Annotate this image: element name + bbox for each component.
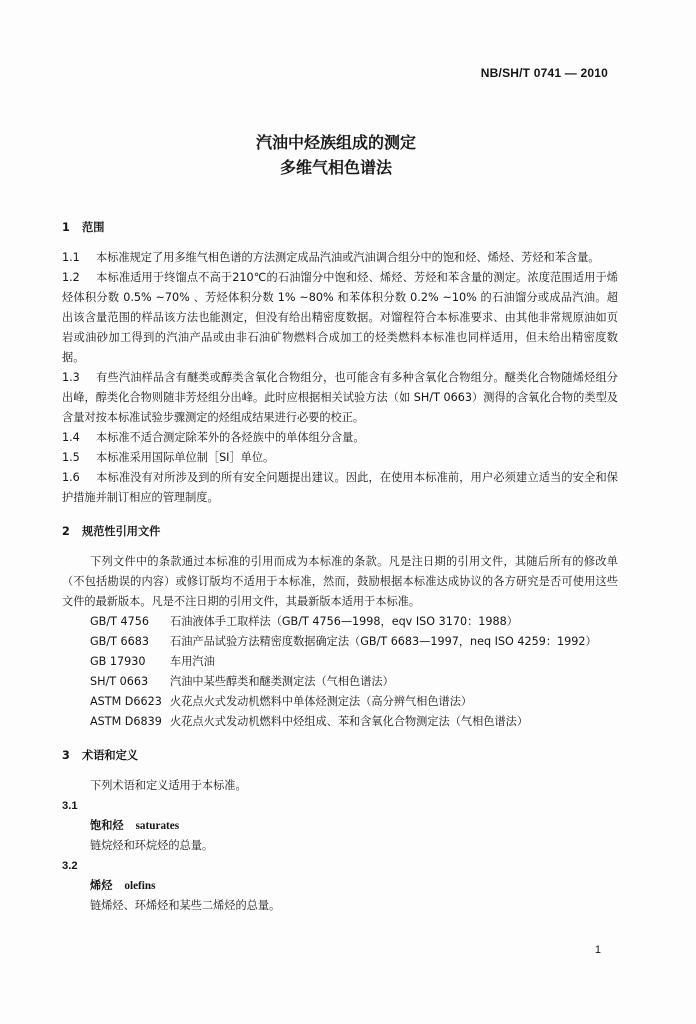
term-name: 饱和烃 saturates [90, 819, 180, 832]
reference-item: GB/T 4756 石油液体手工取样法（GB/T 4756—1998，eqv ISO 3170：1988） [90, 615, 518, 628]
term-definition: 链烯烃、环烯烃和某些二烯烃的总量。 [90, 899, 281, 912]
clause-1-2: 1.2 本标准适用于终馏点不高于210℃的石油馏分中饱和烃、烯烃、芳烃和苯含量的测定。浓度范围适用于烯烃体积分数 0.5% ~70% 、芳烃体积分数 1% ~80% 和苯体积分数 0.2% ~10% 的石油馏分或成品汽油。超出该含量范围的样品该方法也能测定，但没有给出精密度数据。对馏程符合本标准要求、由其他非常规原油如页岩或油砂加工得到的汽油产品或由非石油矿物燃料合成加工的烃类燃料本标准也同样适用，但未给出精密度数据。 [62, 271, 618, 364]
clause-1-1: 1.1 本标准规定了用多维气相色谱的方法测定成品汽油或汽油调合组分中的饱和烃、烯烃、芳烃和苯含量。 [62, 251, 600, 264]
section-number: 2 [62, 525, 70, 538]
section-2-heading [62, 522, 618, 542]
reference-item: GB 17930 车用汽油 [90, 655, 215, 668]
document-body [62, 212, 618, 916]
title-line-2: 多维气相色谱法 [279, 158, 392, 177]
term-number: 3.1 [62, 800, 78, 812]
section-3-heading [62, 746, 618, 766]
page-number: 1 [594, 944, 601, 956]
section-2-intro: 下列文件中的条款通过本标准的引用而成为本标准的条款。凡是注日期的引用文件，其随后所有的修改单（不包括勘误的内容）或修订版均不适用于本标准，然而，鼓励根据本标准达成协议的各方研究是否可使用这些文件的最新版本。凡是不注日期的引用文件，其最新版本适用于本标准。 [62, 555, 618, 608]
reference-item: ASTM D6623 火花点火式发动机燃料中单体烃测定法（高分辨气相色谱法） [90, 695, 473, 708]
section-number: 3 [62, 749, 70, 762]
clause-1-3: 1.3 有些汽油样品含有醚类或醇类含氧化合物组分，也可能含有多种含氧化合物组分。醚类化合物随烯烃组分出峰，醇类化合物则随非芳烃组分出峰。此时应根据相关试验方法（如 SH/T 0663）测得的含氧化合物的类型及含量对按本标准试验步骤测定的烃组成结果进行必要的校正。 [62, 371, 618, 424]
title-line-1: 汽油中烃族组成的测定 [255, 133, 416, 152]
clause-1-6: 1.6 本标准没有对所涉及到的所有安全问题提出建议。因此，在使用本标准前，用户必须建立适当的安全和保护措施并制订相应的管理制度。 [62, 471, 618, 504]
term-number: 3.2 [62, 860, 78, 872]
reference-item: ASTM D6839 火花点火式发动机燃料中烃组成、苯和含氧化合物测定法（气相色谱法） [90, 715, 529, 728]
reference-item: GB/T 6683 石油产品试验方法精密度数据确定法（GB/T 6683—1997，neq ISO 4259：1992） [90, 635, 597, 648]
standard-code: NB/SH/T 0741 — 2010 [480, 66, 608, 80]
clause-1-4: 1.4 本标准不适合测定除苯外的各烃族中的单体组分含量。 [62, 431, 365, 444]
clause-1-5: 1.5 本标准采用国际单位制［SI］单位。 [62, 451, 275, 464]
section-3-intro: 下列术语和定义适用于本标准。 [90, 779, 247, 792]
term-definition: 链烷烃和环烷烃的总量。 [90, 839, 214, 852]
document-title [0, 130, 684, 180]
section-number: 1 [62, 221, 70, 234]
normative-references [62, 612, 618, 732]
term-name: 烯烃 olefins [90, 879, 156, 892]
section-title: 规范性引用文件 [82, 525, 161, 538]
section-title: 术语和定义 [82, 749, 138, 762]
reference-item: SH/T 0663 汽油中某些醇类和醚类测定法（气相色谱法） [90, 675, 394, 688]
section-1-heading [62, 218, 618, 238]
section-title: 范围 [82, 221, 105, 234]
